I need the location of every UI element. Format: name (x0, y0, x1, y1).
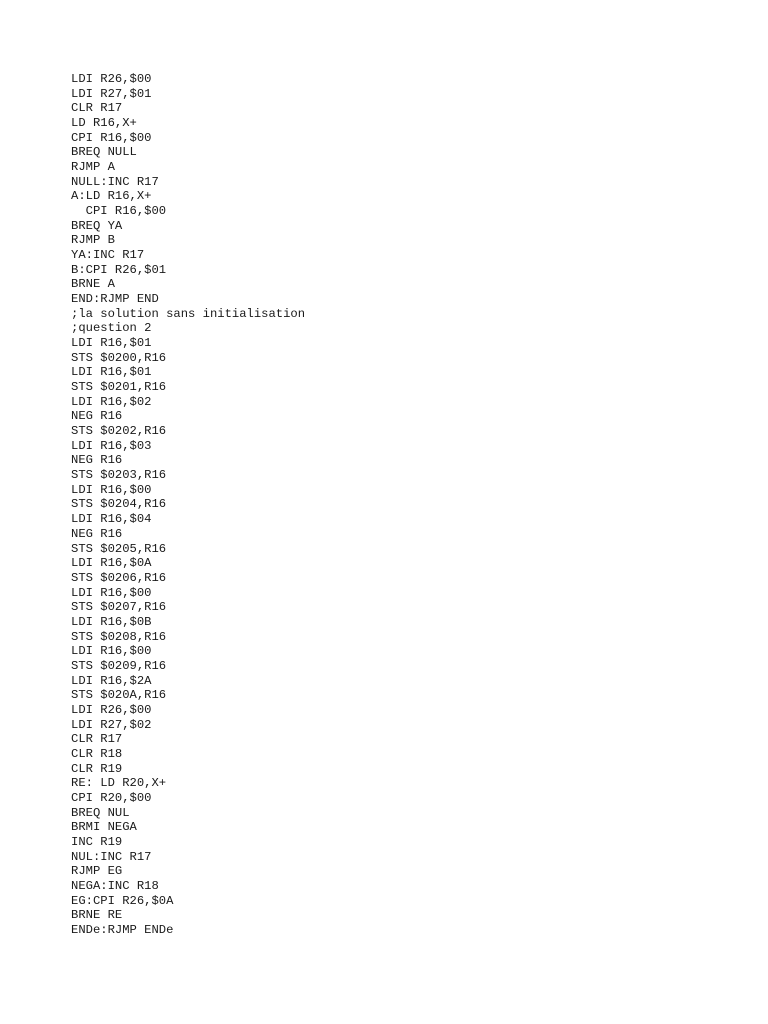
code-line: ENDe:RJMP ENDe (71, 922, 174, 937)
code-line: CLR R18 (71, 746, 123, 761)
code-line: CLR R19 (71, 761, 123, 776)
code-line: BRMI NEGA (71, 820, 137, 835)
code-line: STS $0205,R16 (71, 541, 167, 556)
code-line: STS $020A,R16 (71, 688, 167, 703)
code-line: STS $0204,R16 (71, 497, 167, 512)
code-line: STS $0209,R16 (71, 658, 167, 673)
code-line: CLR R17 (71, 101, 123, 116)
code-line: CPI R16,$00 (71, 130, 152, 145)
code-line: STS $0203,R16 (71, 468, 167, 483)
code-line: BREQ YA (71, 218, 123, 233)
code-line: ;la solution sans initialisation (71, 306, 306, 321)
code-line: NULL:INC R17 (71, 174, 159, 189)
code-line: LDI R16,$03 (71, 438, 152, 453)
code-line: STS $0202,R16 (71, 424, 167, 439)
code-line: RJMP B (71, 233, 115, 248)
code-line: LDI R16,$00 (71, 482, 152, 497)
code-line: ;question 2 (71, 321, 152, 336)
code-line: NEG R16 (71, 409, 123, 424)
code-line: STS $0207,R16 (71, 600, 167, 615)
code-line: BREQ NULL (71, 145, 137, 160)
code-line: STS $0201,R16 (71, 380, 167, 395)
code-line: LDI R16,$00 (71, 644, 152, 659)
code-line: LDI R26,$00 (71, 72, 152, 86)
assembly-code-block (71, 72, 305, 938)
code-line: BRNE RE (71, 908, 123, 923)
code-line: NEG R16 (71, 453, 123, 468)
code-line: BREQ NUL (71, 805, 130, 820)
code-line: STS $0200,R16 (71, 350, 167, 365)
code-line: LDI R27,$02 (71, 717, 152, 732)
code-line: LDI R27,$01 (71, 86, 152, 101)
code-line: LDI R16,$02 (71, 394, 152, 409)
code-line: LDI R16,$01 (71, 336, 152, 351)
code-line: END:RJMP END (71, 292, 159, 307)
code-line: BRNE A (71, 277, 115, 292)
code-line: NEGA:INC R18 (71, 878, 159, 893)
code-line: LDI R16,$04 (71, 512, 152, 527)
code-line: STS $0208,R16 (71, 629, 167, 644)
code-line: RE: LD R20,X+ (71, 776, 167, 791)
code-line: LDI R16,$0B (71, 614, 152, 629)
code-line: LDI R16,$2A (71, 673, 152, 688)
code-line: YA:INC R17 (71, 248, 145, 263)
code-line: LDI R16,$01 (71, 365, 152, 380)
code-line: LDI R16,$0A (71, 556, 152, 571)
code-line: A:LD R16,X+ (71, 189, 152, 204)
code-line: CPI R16,$00 (71, 204, 167, 219)
code-line: RJMP EG (71, 864, 123, 879)
code-line: B:CPI R26,$01 (71, 262, 167, 277)
code-line: LDI R16,$00 (71, 585, 152, 600)
code-line: INC R19 (71, 834, 123, 849)
code-line: LD R16,X+ (71, 116, 137, 131)
code-line: RJMP A (71, 160, 115, 175)
code-line: LDI R26,$00 (71, 702, 152, 717)
code-line: NUL:INC R17 (71, 849, 152, 864)
code-line: CPI R20,$00 (71, 790, 152, 805)
code-line: CLR R17 (71, 732, 123, 747)
code-line: EG:CPI R26,$0A (71, 893, 174, 908)
code-line: NEG R16 (71, 526, 123, 541)
code-line: STS $0206,R16 (71, 570, 167, 585)
